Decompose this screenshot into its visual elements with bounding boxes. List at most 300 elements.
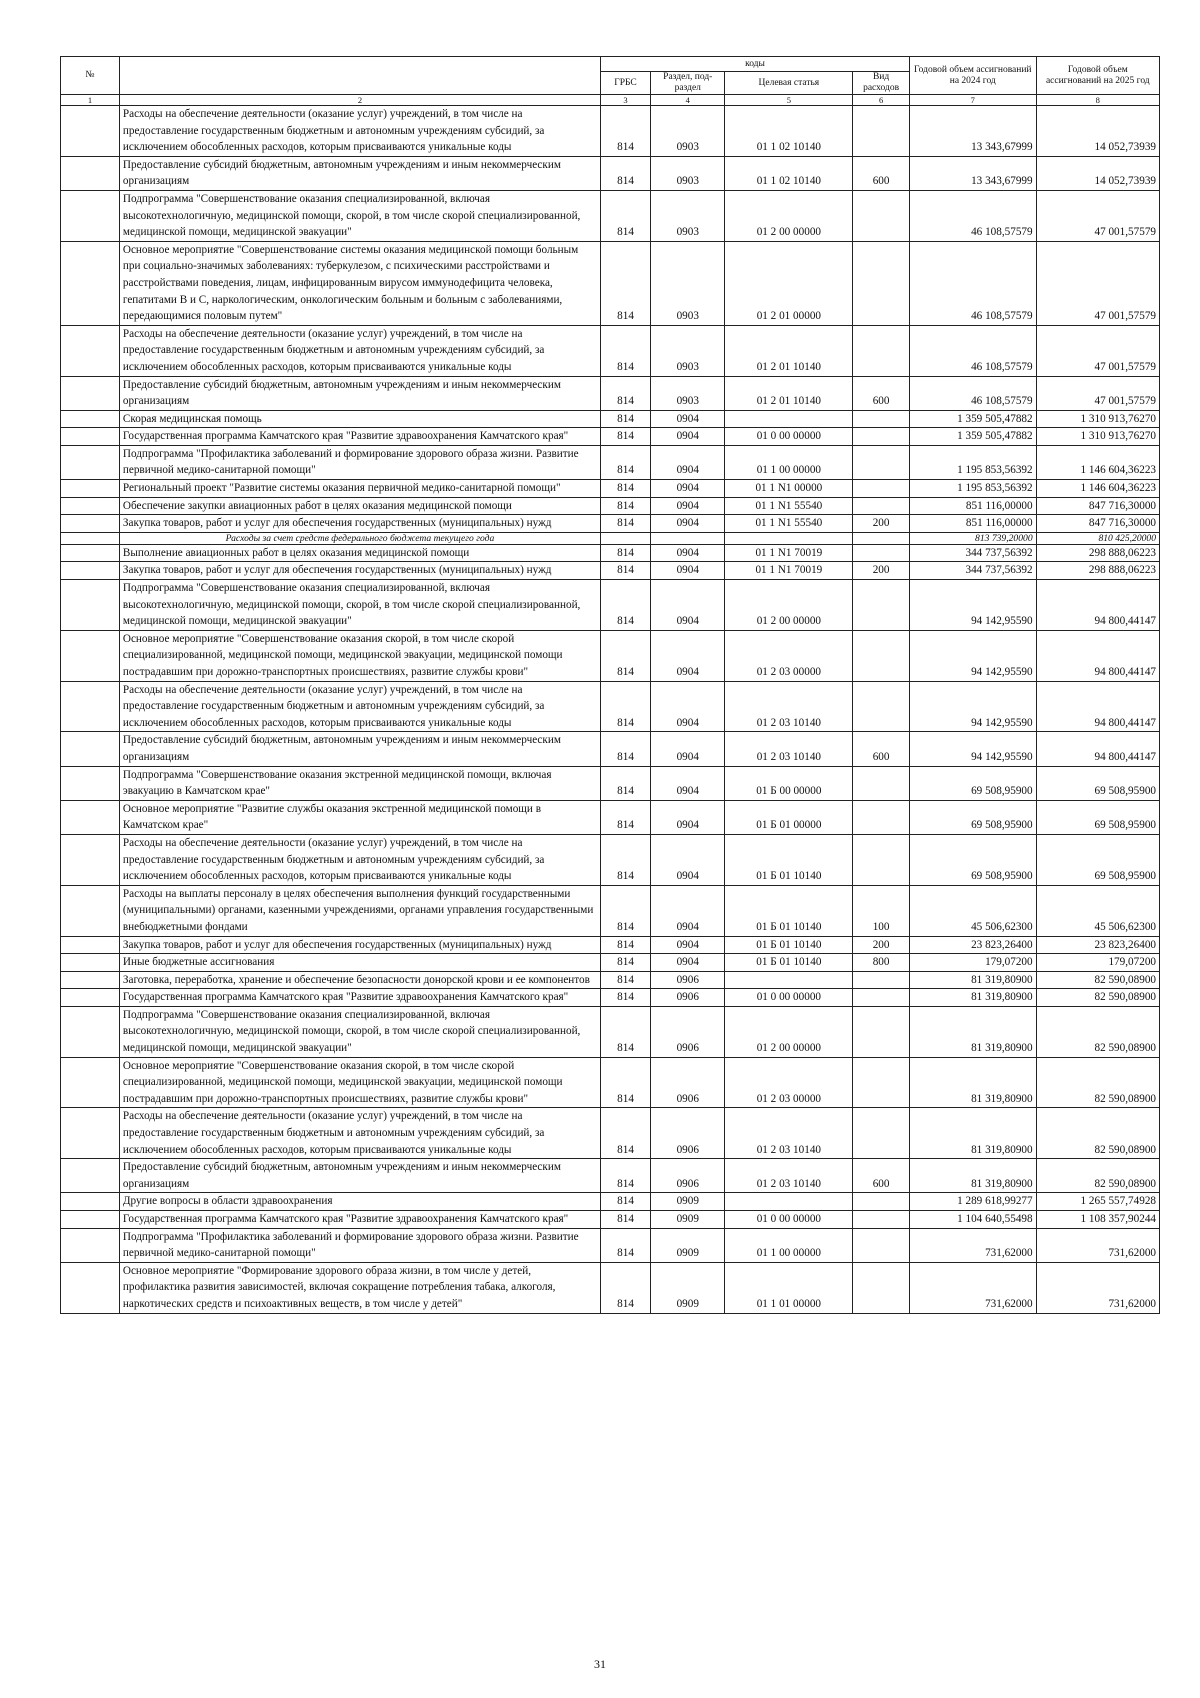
table-row [61, 480, 1160, 498]
budget-table [60, 56, 1160, 1314]
target-article-cell: 01 1 01 00000 [725, 1262, 853, 1313]
description-cell: Предоставление субсидий бюджетным, автономным учреждениям и иным некоммерческим организациям [119, 1159, 600, 1193]
grbs-cell: 814 [601, 480, 651, 498]
row-number-cell [61, 885, 120, 936]
grbs-cell: 814 [601, 562, 651, 580]
description-cell: Расходы на обеспечение деятельности (оказание услуг) учреждений, в том числе на предоставление государственным бюджетным и автономным учреждениям субсидий, за исключением обособленных расходов, которым присваиваются уникальные коды [119, 106, 600, 157]
description-cell: Заготовка, переработка, хранение и обеспечение безопасности донорской крови и ее компонентов [119, 971, 600, 989]
expense-type-cell: 200 [853, 936, 910, 954]
volume-2025-cell: 82 590,08900 [1036, 1057, 1159, 1108]
table-row [61, 1159, 1160, 1193]
description-cell: Расходы на обеспечение деятельности (оказание услуг) учреждений, в том числе на предоставление государственным бюджетным и автономным учреждениям субсидий, за исключением обособленных расходов, которым присваиваются уникальные коды [119, 1108, 600, 1159]
table-row [61, 936, 1160, 954]
expense-type-cell [853, 630, 910, 681]
header-volume-2025: Годовой объем ассигнований на 2025 год [1036, 57, 1159, 95]
target-article-cell: 01 1 N1 55540 [725, 497, 853, 515]
expense-type-cell [853, 1057, 910, 1108]
row-number-cell [61, 971, 120, 989]
volume-2024-cell: 45 506,62300 [909, 885, 1036, 936]
table-row [61, 156, 1160, 190]
grbs-cell: 814 [601, 954, 651, 972]
description-cell: Государственная программа Камчатского края "Развитие здравоохранения Камчатского края" [119, 989, 600, 1007]
section-cell: 0904 [651, 515, 725, 533]
column-number: 6 [853, 95, 910, 106]
volume-2024-cell: 94 142,95590 [909, 630, 1036, 681]
volume-2024-cell: 851 116,00000 [909, 497, 1036, 515]
header-row-column-numbers [61, 95, 1160, 106]
grbs-cell: 814 [601, 544, 651, 562]
target-article-cell: 01 2 01 10140 [725, 376, 853, 410]
row-number-cell [61, 1211, 120, 1229]
target-article-cell: 01 Б 00 00000 [725, 766, 853, 800]
expense-type-cell [853, 190, 910, 241]
volume-2024-cell: 81 319,80900 [909, 1057, 1036, 1108]
expense-type-cell: 100 [853, 885, 910, 936]
volume-2025-cell: 82 590,08900 [1036, 971, 1159, 989]
row-number-cell [61, 766, 120, 800]
volume-2024-cell: 851 116,00000 [909, 515, 1036, 533]
row-number-cell [61, 630, 120, 681]
row-number-cell [61, 325, 120, 376]
target-article-cell: 01 2 00 00000 [725, 190, 853, 241]
expense-type-cell [853, 971, 910, 989]
table-row [61, 325, 1160, 376]
volume-2024-cell: 69 508,95900 [909, 766, 1036, 800]
section-cell: 0906 [651, 971, 725, 989]
target-article-cell: 01 2 03 00000 [725, 1057, 853, 1108]
volume-2025-cell: 69 508,95900 [1036, 800, 1159, 834]
description-cell: Основное мероприятие "Совершенствование системы оказания медицинской помощи больным при социально-значимых заболеваниях: туберкулезом, с психическими расстройствами и расстройствами поведения, лицам, инфицированным вирусом иммунодефицита человека, гепатитами В и С, наркологическим, онкологическим больным и больным с заболеваниями, передающимися половым путем" [119, 241, 600, 325]
description-cell: Предоставление субсидий бюджетным, автономным учреждениям и иным некоммерческим организациям [119, 376, 600, 410]
expense-type-cell [853, 480, 910, 498]
section-cell: 0904 [651, 800, 725, 834]
target-article-cell: 01 Б 01 10140 [725, 954, 853, 972]
section-cell: 0906 [651, 1159, 725, 1193]
expense-type-cell [853, 241, 910, 325]
row-number-cell [61, 936, 120, 954]
description-cell: Основное мероприятие "Формирование здорового образа жизни, в том числе у детей, профилактика развития зависимостей, включая сокращение потребления табака, алкоголя, наркотических средств и психоактивных веществ, в том числе у детей" [119, 1262, 600, 1313]
volume-2025-cell: 810 425,20000 [1036, 532, 1159, 544]
target-article-cell: 01 2 01 00000 [725, 241, 853, 325]
section-cell: 0904 [651, 732, 725, 766]
volume-2025-cell: 1 146 604,36223 [1036, 480, 1159, 498]
expense-type-cell [853, 106, 910, 157]
section-cell: 0904 [651, 544, 725, 562]
header-target-article: Целевая статья [725, 72, 853, 95]
header-volume-2024: Годовой объем ассигнований на 2024 год [909, 57, 1036, 95]
volume-2025-cell: 47 001,57579 [1036, 325, 1159, 376]
target-article-cell: 01 1 00 00000 [725, 1228, 853, 1262]
description-cell: Расходы на обеспечение деятельности (оказание услуг) учреждений, в том числе на предоставление государственным бюджетным и автономным учреждениям субсидий, за исключением обособленных расходов, которым присваиваются уникальные коды [119, 325, 600, 376]
volume-2024-cell: 81 319,80900 [909, 1159, 1036, 1193]
expense-type-cell [853, 989, 910, 1007]
volume-2024-cell: 46 108,57579 [909, 325, 1036, 376]
volume-2025-cell: 47 001,57579 [1036, 241, 1159, 325]
expense-type-cell [853, 766, 910, 800]
section-cell: 0909 [651, 1211, 725, 1229]
table-row [61, 190, 1160, 241]
description-cell: Государственная программа Камчатского края "Развитие здравоохранения Камчатского края" [119, 1211, 600, 1229]
description-cell: Закупка товаров, работ и услуг для обеспечения государственных (муниципальных) нужд [119, 562, 600, 580]
volume-2024-cell: 344 737,56392 [909, 562, 1036, 580]
volume-2024-cell: 94 142,95590 [909, 681, 1036, 732]
target-article-cell: 01 Б 01 10140 [725, 936, 853, 954]
volume-2025-cell: 847 716,30000 [1036, 515, 1159, 533]
volume-2025-cell: 731,62000 [1036, 1228, 1159, 1262]
grbs-cell: 814 [601, 1057, 651, 1108]
table-row [61, 1228, 1160, 1262]
description-cell: Подпрограмма "Совершенствование оказания специализированной, включая высокотехнологичную, медицинской помощи, скорой, в том числе скорой специализированной, медицинской помощи, медицинской эвакуации" [119, 190, 600, 241]
volume-2025-cell: 45 506,62300 [1036, 885, 1159, 936]
section-cell: 0904 [651, 766, 725, 800]
target-article-cell: 01 Б 01 10140 [725, 834, 853, 885]
description-cell: Скорая медицинская помощь [119, 410, 600, 428]
section-cell: 0909 [651, 1262, 725, 1313]
grbs-cell: 814 [601, 630, 651, 681]
volume-2024-cell: 1 104 640,55498 [909, 1211, 1036, 1229]
section-cell: 0903 [651, 325, 725, 376]
expense-type-cell [853, 834, 910, 885]
grbs-cell [601, 532, 651, 544]
grbs-cell: 814 [601, 428, 651, 446]
volume-2025-cell: 1 310 913,76270 [1036, 410, 1159, 428]
column-number: 3 [601, 95, 651, 106]
expense-type-cell: 600 [853, 156, 910, 190]
column-number: 2 [119, 95, 600, 106]
row-number-cell [61, 532, 120, 544]
budget-table-sheet [60, 56, 1160, 1314]
grbs-cell: 814 [601, 1211, 651, 1229]
grbs-cell: 814 [601, 106, 651, 157]
table-row [61, 410, 1160, 428]
volume-2024-cell: 13 343,67999 [909, 156, 1036, 190]
section-cell: 0904 [651, 681, 725, 732]
grbs-cell: 814 [601, 800, 651, 834]
expense-type-cell: 200 [853, 515, 910, 533]
volume-2025-cell: 82 590,08900 [1036, 1159, 1159, 1193]
table-row [61, 1006, 1160, 1057]
table-row [61, 1262, 1160, 1313]
expense-type-cell [853, 800, 910, 834]
description-cell: Расходы на обеспечение деятельности (оказание услуг) учреждений, в том числе на предоставление государственным бюджетным и автономным учреждениям субсидий, за исключением обособленных расходов, которым присваиваются уникальные коды [119, 681, 600, 732]
table-row [61, 630, 1160, 681]
grbs-cell: 814 [601, 834, 651, 885]
expense-type-cell [853, 1006, 910, 1057]
expense-type-cell [853, 325, 910, 376]
grbs-cell: 814 [601, 580, 651, 631]
grbs-cell: 814 [601, 515, 651, 533]
description-cell: Закупка товаров, работ и услуг для обеспечения государственных (муниципальных) нужд [119, 936, 600, 954]
grbs-cell: 814 [601, 766, 651, 800]
section-cell: 0906 [651, 1006, 725, 1057]
target-article-cell: 01 2 03 00000 [725, 630, 853, 681]
target-article-cell: 01 1 N1 70019 [725, 544, 853, 562]
target-article-cell: 01 2 03 10140 [725, 1159, 853, 1193]
volume-2024-cell: 179,07200 [909, 954, 1036, 972]
grbs-cell: 814 [601, 410, 651, 428]
section-cell: 0904 [651, 936, 725, 954]
target-article-cell [725, 532, 853, 544]
row-number-cell [61, 376, 120, 410]
expense-type-cell [853, 428, 910, 446]
volume-2024-cell: 1 195 853,56392 [909, 480, 1036, 498]
row-number-cell [61, 1057, 120, 1108]
volume-2024-cell: 94 142,95590 [909, 732, 1036, 766]
target-article-cell [725, 971, 853, 989]
target-article-cell: 01 1 N1 00000 [725, 480, 853, 498]
row-number-cell [61, 1108, 120, 1159]
header-grbs: ГРБС [601, 72, 651, 95]
volume-2024-cell: 46 108,57579 [909, 376, 1036, 410]
volume-2025-cell: 69 508,95900 [1036, 834, 1159, 885]
description-cell: Расходы за счет средств федерального бюджета текущего года [119, 532, 600, 544]
row-number-cell [61, 681, 120, 732]
row-number-cell [61, 428, 120, 446]
grbs-cell: 814 [601, 1159, 651, 1193]
section-cell: 0904 [651, 630, 725, 681]
target-article-cell: 01 1 00 00000 [725, 445, 853, 479]
volume-2024-cell: 813 739,20000 [909, 532, 1036, 544]
volume-2025-cell: 298 888,06223 [1036, 544, 1159, 562]
description-cell: Подпрограмма "Профилактика заболеваний и формирование здорового образа жизни. Развитие первичной медико-санитарной помощи" [119, 445, 600, 479]
description-cell: Другие вопросы в области здравоохранения [119, 1193, 600, 1211]
description-cell: Подпрограмма "Совершенствование оказания специализированной, включая высокотехнологичную, медицинской помощи, скорой, в том числе скорой специализированной, медицинской помощи, медицинской эвакуации" [119, 580, 600, 631]
table-body [61, 106, 1160, 1314]
row-number-cell [61, 515, 120, 533]
row-number-cell [61, 800, 120, 834]
description-cell: Расходы на обеспечение деятельности (оказание услуг) учреждений, в том числе на предоставление государственным бюджетным и автономным учреждениям субсидий, за исключением обособленных расходов, которым присваиваются уникальные коды [119, 834, 600, 885]
table-row [61, 428, 1160, 446]
volume-2024-cell: 731,62000 [909, 1262, 1036, 1313]
table-row [61, 732, 1160, 766]
description-cell: Иные бюджетные ассигнования [119, 954, 600, 972]
volume-2024-cell: 46 108,57579 [909, 190, 1036, 241]
column-number: 5 [725, 95, 853, 106]
target-article-cell: 01 1 02 10140 [725, 106, 853, 157]
target-article-cell: 01 2 03 10140 [725, 732, 853, 766]
target-article-cell: 01 2 03 10140 [725, 1108, 853, 1159]
target-article-cell: 01 2 03 10140 [725, 681, 853, 732]
target-article-cell [725, 410, 853, 428]
section-cell: 0903 [651, 106, 725, 157]
grbs-cell: 814 [601, 497, 651, 515]
description-cell: Обеспечение закупки авиационных работ в целях оказания медицинской помощи [119, 497, 600, 515]
description-cell: Выполнение авиационных работ в целях оказания медицинской помощи [119, 544, 600, 562]
target-article-cell: 01 0 00 00000 [725, 428, 853, 446]
row-number-cell [61, 1228, 120, 1262]
row-number-cell [61, 106, 120, 157]
volume-2025-cell: 94 800,44147 [1036, 681, 1159, 732]
expense-type-cell [853, 1228, 910, 1262]
grbs-cell: 814 [601, 1262, 651, 1313]
volume-2024-cell: 94 142,95590 [909, 580, 1036, 631]
description-cell: Основное мероприятие "Совершенствование оказания скорой, в том числе скорой специализированной, медицинской помощи, медицинской эвакуации, медицинской помощи пострадавшим при дорожно-транспортных происшествиях, развитие службы крови" [119, 630, 600, 681]
header-codes: коды [601, 57, 910, 72]
row-number-cell [61, 1193, 120, 1211]
volume-2025-cell: 1 146 604,36223 [1036, 445, 1159, 479]
grbs-cell: 814 [601, 376, 651, 410]
grbs-cell: 814 [601, 885, 651, 936]
volume-2025-cell: 82 590,08900 [1036, 1108, 1159, 1159]
volume-2024-cell: 81 319,80900 [909, 1006, 1036, 1057]
target-article-cell: 01 2 01 10140 [725, 325, 853, 376]
expense-type-cell [853, 1108, 910, 1159]
grbs-cell: 814 [601, 1006, 651, 1057]
expense-type-cell: 800 [853, 954, 910, 972]
grbs-cell: 814 [601, 1228, 651, 1262]
row-number-cell [61, 190, 120, 241]
volume-2025-cell: 23 823,26400 [1036, 936, 1159, 954]
table-row [61, 376, 1160, 410]
grbs-cell: 814 [601, 971, 651, 989]
row-number-cell [61, 480, 120, 498]
volume-2025-cell: 94 800,44147 [1036, 732, 1159, 766]
column-number: 4 [651, 95, 725, 106]
volume-2025-cell: 94 800,44147 [1036, 580, 1159, 631]
description-cell: Основное мероприятие "Развитие службы оказания экстренной медицинской помощи в Камчатском крае" [119, 800, 600, 834]
description-cell: Закупка товаров, работ и услуг для обеспечения государственных (муниципальных) нужд [119, 515, 600, 533]
grbs-cell: 814 [601, 445, 651, 479]
row-number-cell [61, 445, 120, 479]
section-cell: 0906 [651, 1108, 725, 1159]
section-cell: 0904 [651, 480, 725, 498]
section-cell: 0904 [651, 580, 725, 631]
header-row-codes [61, 57, 1160, 72]
grbs-cell: 814 [601, 190, 651, 241]
expense-type-cell: 200 [853, 562, 910, 580]
table-row [61, 1193, 1160, 1211]
volume-2025-cell: 1 108 357,90244 [1036, 1211, 1159, 1229]
table-row [61, 1211, 1160, 1229]
row-number-cell [61, 1006, 120, 1057]
section-cell: 0904 [651, 954, 725, 972]
target-article-cell: 01 1 N1 70019 [725, 562, 853, 580]
table-row [61, 766, 1160, 800]
section-cell: 0904 [651, 885, 725, 936]
volume-2025-cell: 47 001,57579 [1036, 190, 1159, 241]
section-cell [651, 532, 725, 544]
target-article-cell: 01 1 02 10140 [725, 156, 853, 190]
expense-type-cell [853, 410, 910, 428]
row-number-cell [61, 834, 120, 885]
section-cell: 0903 [651, 190, 725, 241]
volume-2024-cell: 1 359 505,47882 [909, 410, 1036, 428]
section-cell: 0903 [651, 241, 725, 325]
grbs-cell: 814 [601, 1108, 651, 1159]
table-row [61, 681, 1160, 732]
expense-type-cell [853, 532, 910, 544]
volume-2025-cell: 847 716,30000 [1036, 497, 1159, 515]
section-cell: 0906 [651, 1057, 725, 1108]
section-cell: 0906 [651, 989, 725, 1007]
expense-type-cell [853, 544, 910, 562]
expense-type-cell [853, 1193, 910, 1211]
section-cell: 0903 [651, 156, 725, 190]
row-number-cell [61, 156, 120, 190]
table-row [61, 1057, 1160, 1108]
row-number-cell [61, 562, 120, 580]
expense-type-cell [853, 681, 910, 732]
table-row [61, 515, 1160, 533]
table-row [61, 580, 1160, 631]
description-cell: Подпрограмма "Совершенствование оказания специализированной, включая высокотехнологичную, медицинской помощи, скорой, в том числе скорой специализированной, медицинской помощи, медицинской эвакуации" [119, 1006, 600, 1057]
volume-2025-cell: 298 888,06223 [1036, 562, 1159, 580]
section-cell: 0909 [651, 1228, 725, 1262]
header-expense-type: Вид расходов [853, 72, 910, 95]
description-cell: Региональный проект "Развитие системы оказания первичной медико-санитарной помощи" [119, 480, 600, 498]
row-number-cell [61, 410, 120, 428]
section-cell: 0909 [651, 1193, 725, 1211]
column-number: 7 [909, 95, 1036, 106]
table-row [61, 989, 1160, 1007]
expense-type-cell: 600 [853, 376, 910, 410]
target-article-cell: 01 Б 01 00000 [725, 800, 853, 834]
expense-type-cell [853, 445, 910, 479]
description-cell: Предоставление субсидий бюджетным, автономным учреждениям и иным некоммерческим организациям [119, 732, 600, 766]
header-section: Раздел, под-раздел [651, 72, 725, 95]
row-number-cell [61, 1159, 120, 1193]
grbs-cell: 814 [601, 732, 651, 766]
header-description [119, 57, 600, 95]
grbs-cell: 814 [601, 241, 651, 325]
description-cell: Подпрограмма "Профилактика заболеваний и формирование здорового образа жизни. Развитие первичной медико-санитарной помощи" [119, 1228, 600, 1262]
header-num: № [61, 57, 120, 95]
row-number-cell [61, 1262, 120, 1313]
description-cell: Государственная программа Камчатского края "Развитие здравоохранения Камчатского края" [119, 428, 600, 446]
row-number-cell [61, 954, 120, 972]
table-row [61, 1108, 1160, 1159]
section-cell: 0904 [651, 428, 725, 446]
description-cell: Предоставление субсидий бюджетным, автономным учреждениям и иным некоммерческим организациям [119, 156, 600, 190]
section-cell: 0904 [651, 410, 725, 428]
grbs-cell: 814 [601, 325, 651, 376]
table-row [61, 971, 1160, 989]
volume-2025-cell: 14 052,73939 [1036, 106, 1159, 157]
target-article-cell [725, 1193, 853, 1211]
section-cell: 0904 [651, 445, 725, 479]
volume-2025-cell: 731,62000 [1036, 1262, 1159, 1313]
grbs-cell: 814 [601, 989, 651, 1007]
grbs-cell: 814 [601, 156, 651, 190]
row-number-cell [61, 580, 120, 631]
expense-type-cell [853, 1211, 910, 1229]
table-row [61, 885, 1160, 936]
table-row [61, 954, 1160, 972]
volume-2025-cell: 1 265 557,74928 [1036, 1193, 1159, 1211]
volume-2024-cell: 46 108,57579 [909, 241, 1036, 325]
target-article-cell: 01 Б 01 10140 [725, 885, 853, 936]
target-article-cell: 01 2 00 00000 [725, 580, 853, 631]
volume-2025-cell: 82 590,08900 [1036, 1006, 1159, 1057]
table-row [61, 800, 1160, 834]
volume-2024-cell: 23 823,26400 [909, 936, 1036, 954]
target-article-cell: 01 0 00 00000 [725, 989, 853, 1007]
volume-2024-cell: 344 737,56392 [909, 544, 1036, 562]
table-row [61, 497, 1160, 515]
volume-2024-cell: 69 508,95900 [909, 800, 1036, 834]
target-article-cell: 01 1 N1 55540 [725, 515, 853, 533]
section-cell: 0903 [651, 376, 725, 410]
volume-2025-cell: 14 052,73939 [1036, 156, 1159, 190]
column-number: 8 [1036, 95, 1159, 106]
volume-2024-cell: 81 319,80900 [909, 1108, 1036, 1159]
expense-type-cell: 600 [853, 732, 910, 766]
table-row [61, 834, 1160, 885]
volume-2025-cell: 69 508,95900 [1036, 766, 1159, 800]
volume-2025-cell: 47 001,57579 [1036, 376, 1159, 410]
volume-2024-cell: 13 343,67999 [909, 106, 1036, 157]
volume-2025-cell: 179,07200 [1036, 954, 1159, 972]
